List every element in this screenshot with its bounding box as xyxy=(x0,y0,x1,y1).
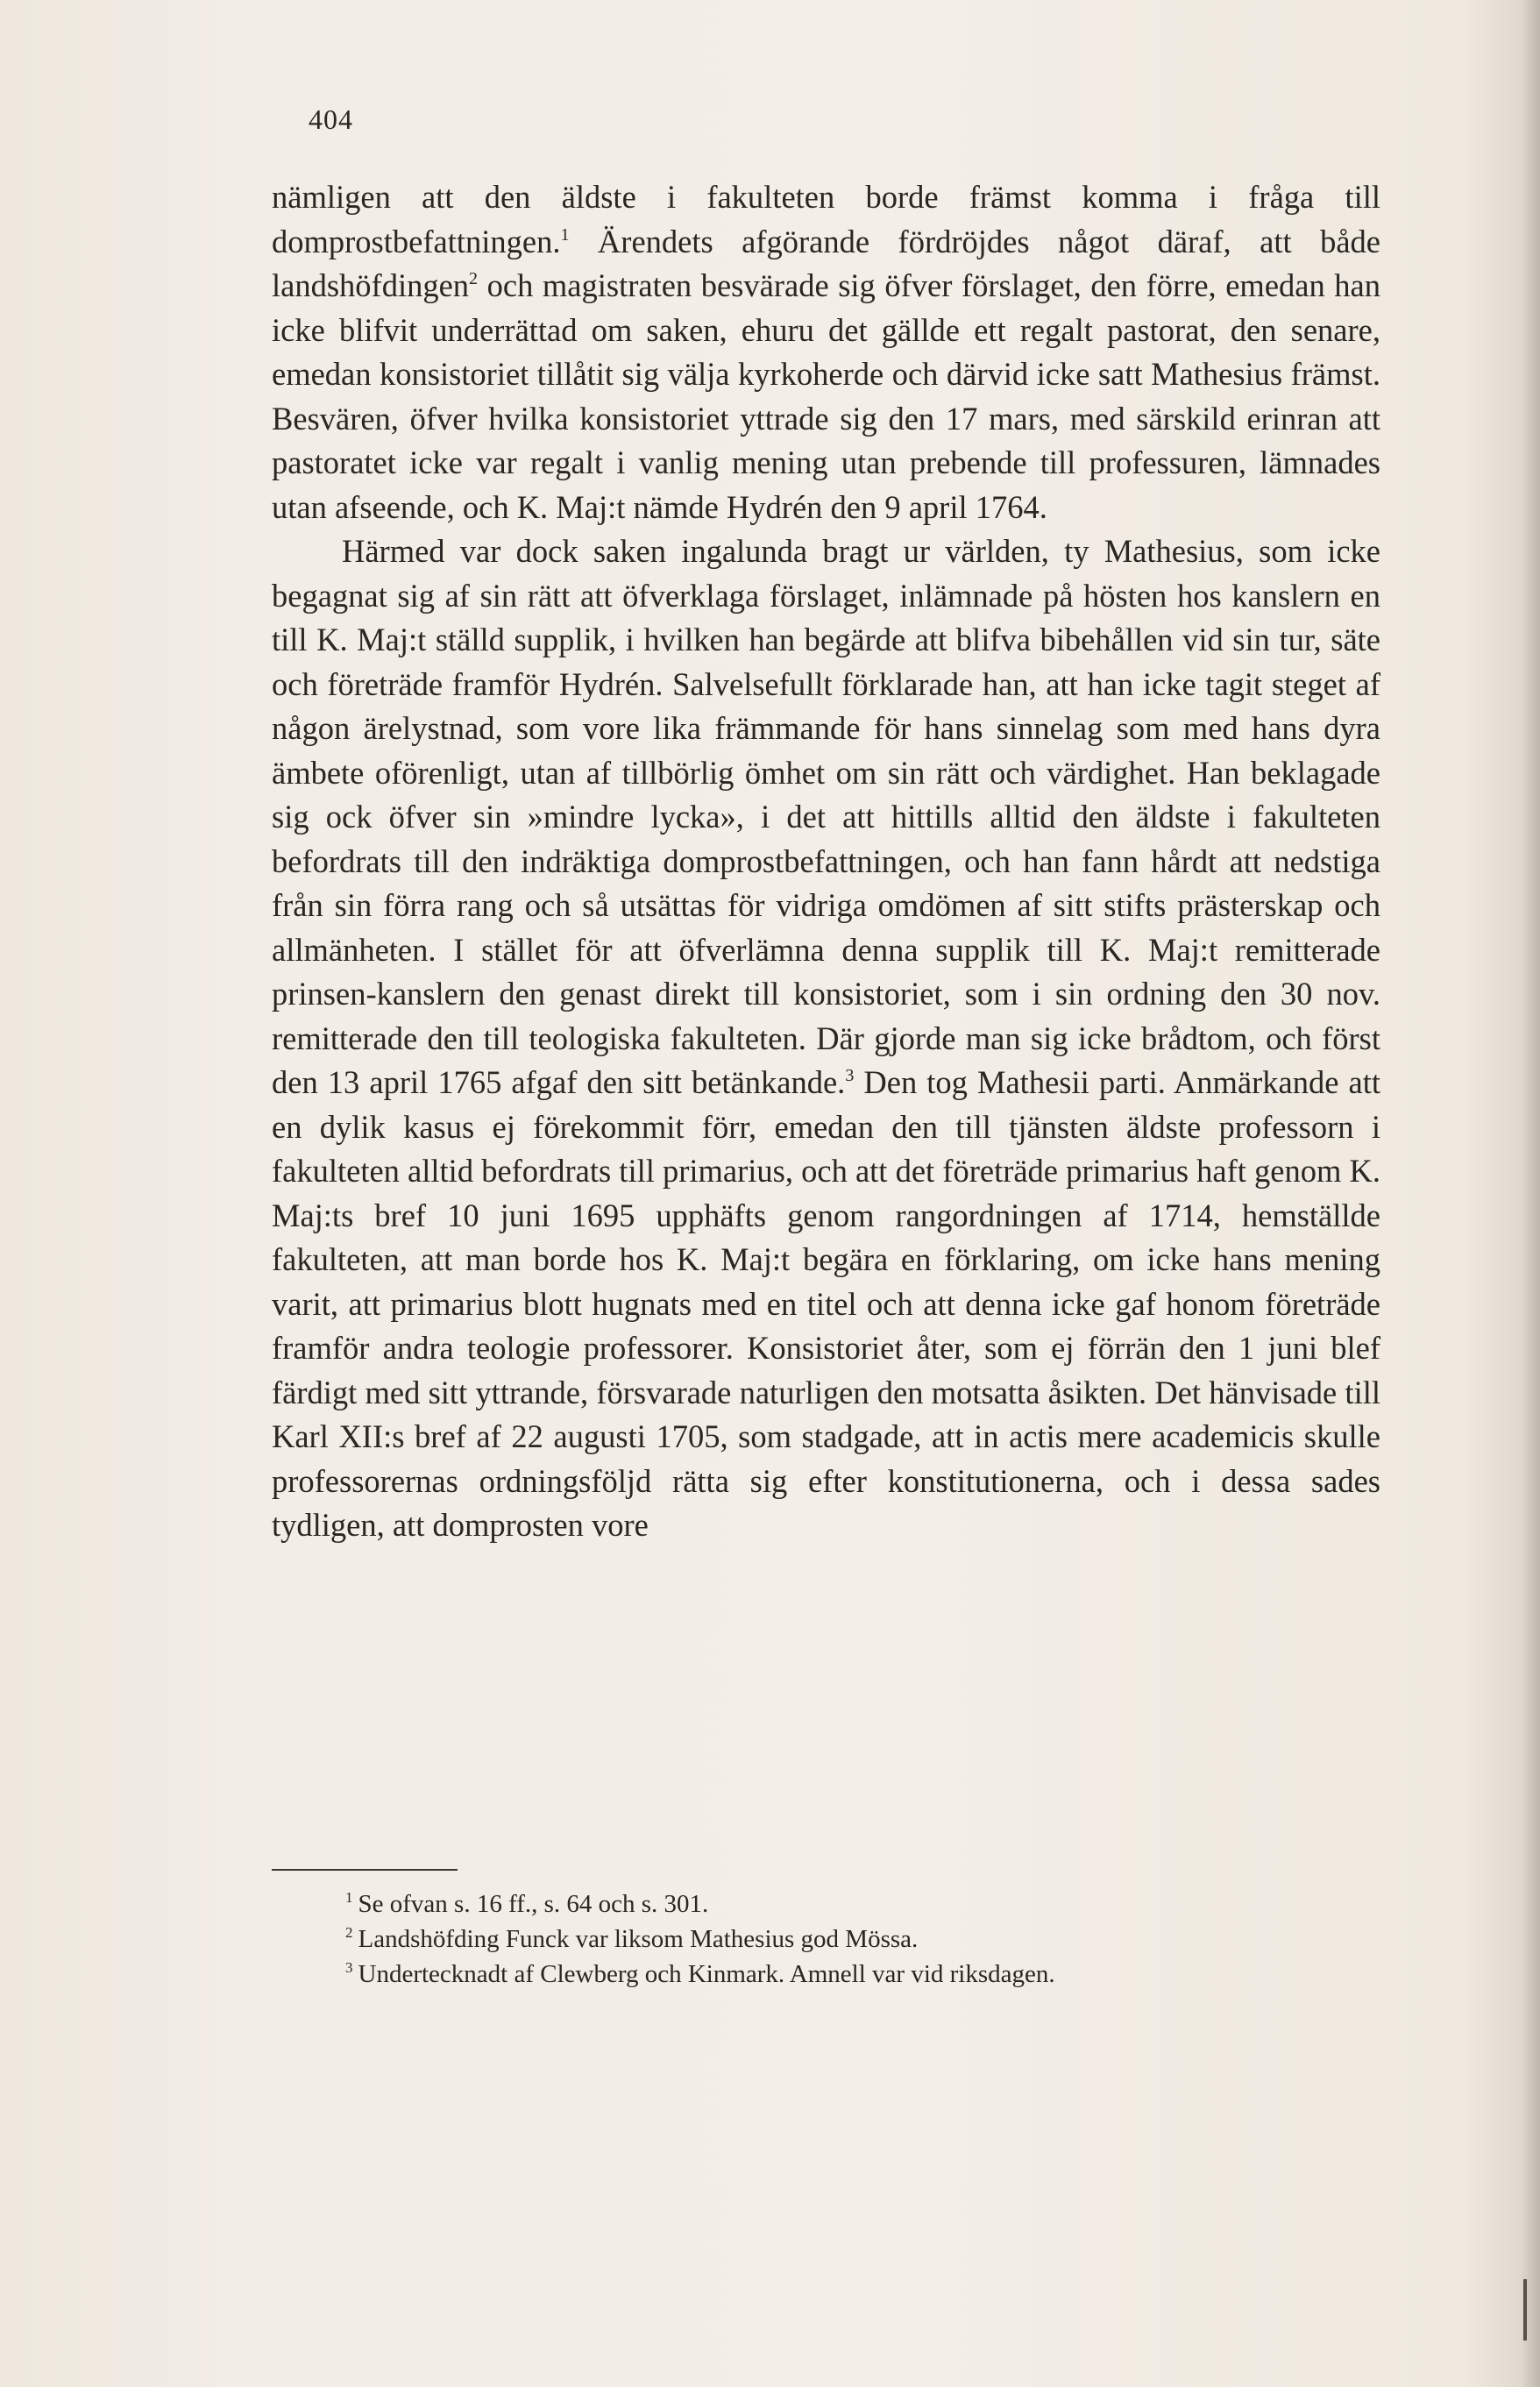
footnote-reference: 3 xyxy=(845,1066,855,1085)
footnote-text: Landshöfding Funck var liksom Mathesius god Mössa. xyxy=(358,1925,919,1953)
footnote-reference: 1 xyxy=(560,224,570,245)
footnotes xyxy=(272,1886,1380,1992)
paragraph-text: Ärendets afgörande fördröjdes något däraf, att både landshöfdingen xyxy=(272,223,1380,303)
page-number: 404 xyxy=(309,103,353,135)
footnote-mark: 1 xyxy=(345,1889,353,1906)
footnote-mark: 3 xyxy=(345,1959,353,1976)
scan-edge-mark xyxy=(1523,2279,1527,2341)
paragraph-text: Den tog Mathesii parti. Anmärkande att en dylik kasus ej förekommit förr, emedan den till tjänsten äldste professorn i fakulteten alltid befordrats till primarius, och att det företräde primarius haft genom K. Maj:ts bref 10 juni 1695 upphäfts genom rangordningen af 1714, hemställde fakulteten, att man borde hos K. Maj:t begära en förklaring, om icke hans mening varit, att primarius blott hugnats med en titel och att denna icke gaf honom företräde framför andra teologie professorer. Konsistoriet åter, som ej förrän den 1 juni blef färdigt med sitt yttrande, försvarade naturligen den motsatta åsikten. Det hänvisade till Karl XII:s bref af 22 augusti 1705, som stadgade, att in actis mere academicis skulle professorernas ordningsföljd rätta sig efter konstitutionerna, och i dessa sades tydligen, att domprosten vore xyxy=(272,1064,1381,1543)
main-text xyxy=(272,175,1380,1548)
paragraph xyxy=(272,529,1380,1548)
footnote-separator xyxy=(272,1869,458,1871)
paragraph-text: och magistraten besvärade sig öfver förslaget, den förre, emedan han icke blifvit underrättad om saken, ehuru det gällde ett regalt pastorat, den senare, emedan konsistoriet tillåtit sig välja kyrkoherde och därvid icke satt Mathesius främst. Besvären, öfver hvilka konsistoriet yttrade sig den 17 mars, med särskild erinran att pastoratet icke var regalt i vanlig mening utan prebende till professuren, lämnades utan afseende, och K. Maj:t nämde Hydrén den 9 april 1764. xyxy=(272,267,1380,525)
footnote-text: Undertecknadt af Clewberg och Kinmark. Amnell var vid riksdagen. xyxy=(358,1960,1055,1988)
paragraph-text: nämligen att den äldste i fakulteten borde främst komma i fråga till domprostbefattningen. xyxy=(272,179,1380,259)
page-edge-shadow xyxy=(1521,0,1540,2387)
footnote-mark: 2 xyxy=(345,1924,353,1941)
footnote-reference: 2 xyxy=(469,269,479,288)
footnote-text: Se ofvan s. 16 ff., s. 64 och s. 301. xyxy=(358,1890,709,1918)
footnote xyxy=(272,1957,1380,1992)
paragraph-text: Härmed var dock saken ingalunda bragt ur världen, ty Mathesius, som icke begagnat sig af sin rätt att öfverklaga förslaget, inlämnade på hösten hos kanslern en till K. Maj:t ställd supplik, i hvilken han begärde att blifva bibehållen vid sin tur, säte och företräde framför Hydrén. Salvelsefullt förklarade han, att han icke tagit steget af någon ärelystnad, som vore lika främmande för hans sinnelag som med hans dyra ämbete oförenligt, utan af tillbörlig ömhet om sin rätt och värdighet. Han beklagade sig ock öfver sin »mindre lycka», i det att hittills alltid den äldste i fakulteten befordrats till den indräktiga domprostbefattningen, och han fann hårdt att nedstiga från sin förra rang och så utsättas för vidriga omdömen af sitt stifts prästerskap och allmänheten. I stället för att öfverlämna denna supplik till K. Maj:t remitterade prinsen-kanslern den genast direkt till konsistoriet, som i sin ordning den 30 nov. remitterade den till teologiska fakulteten. Där gjorde man sig icke brådtom, och först den 13 april 1765 afgaf den sitt betänkande. xyxy=(272,533,1380,1100)
paragraph xyxy=(272,175,1380,529)
footnote xyxy=(272,1886,1380,1922)
footnote xyxy=(272,1922,1380,1957)
